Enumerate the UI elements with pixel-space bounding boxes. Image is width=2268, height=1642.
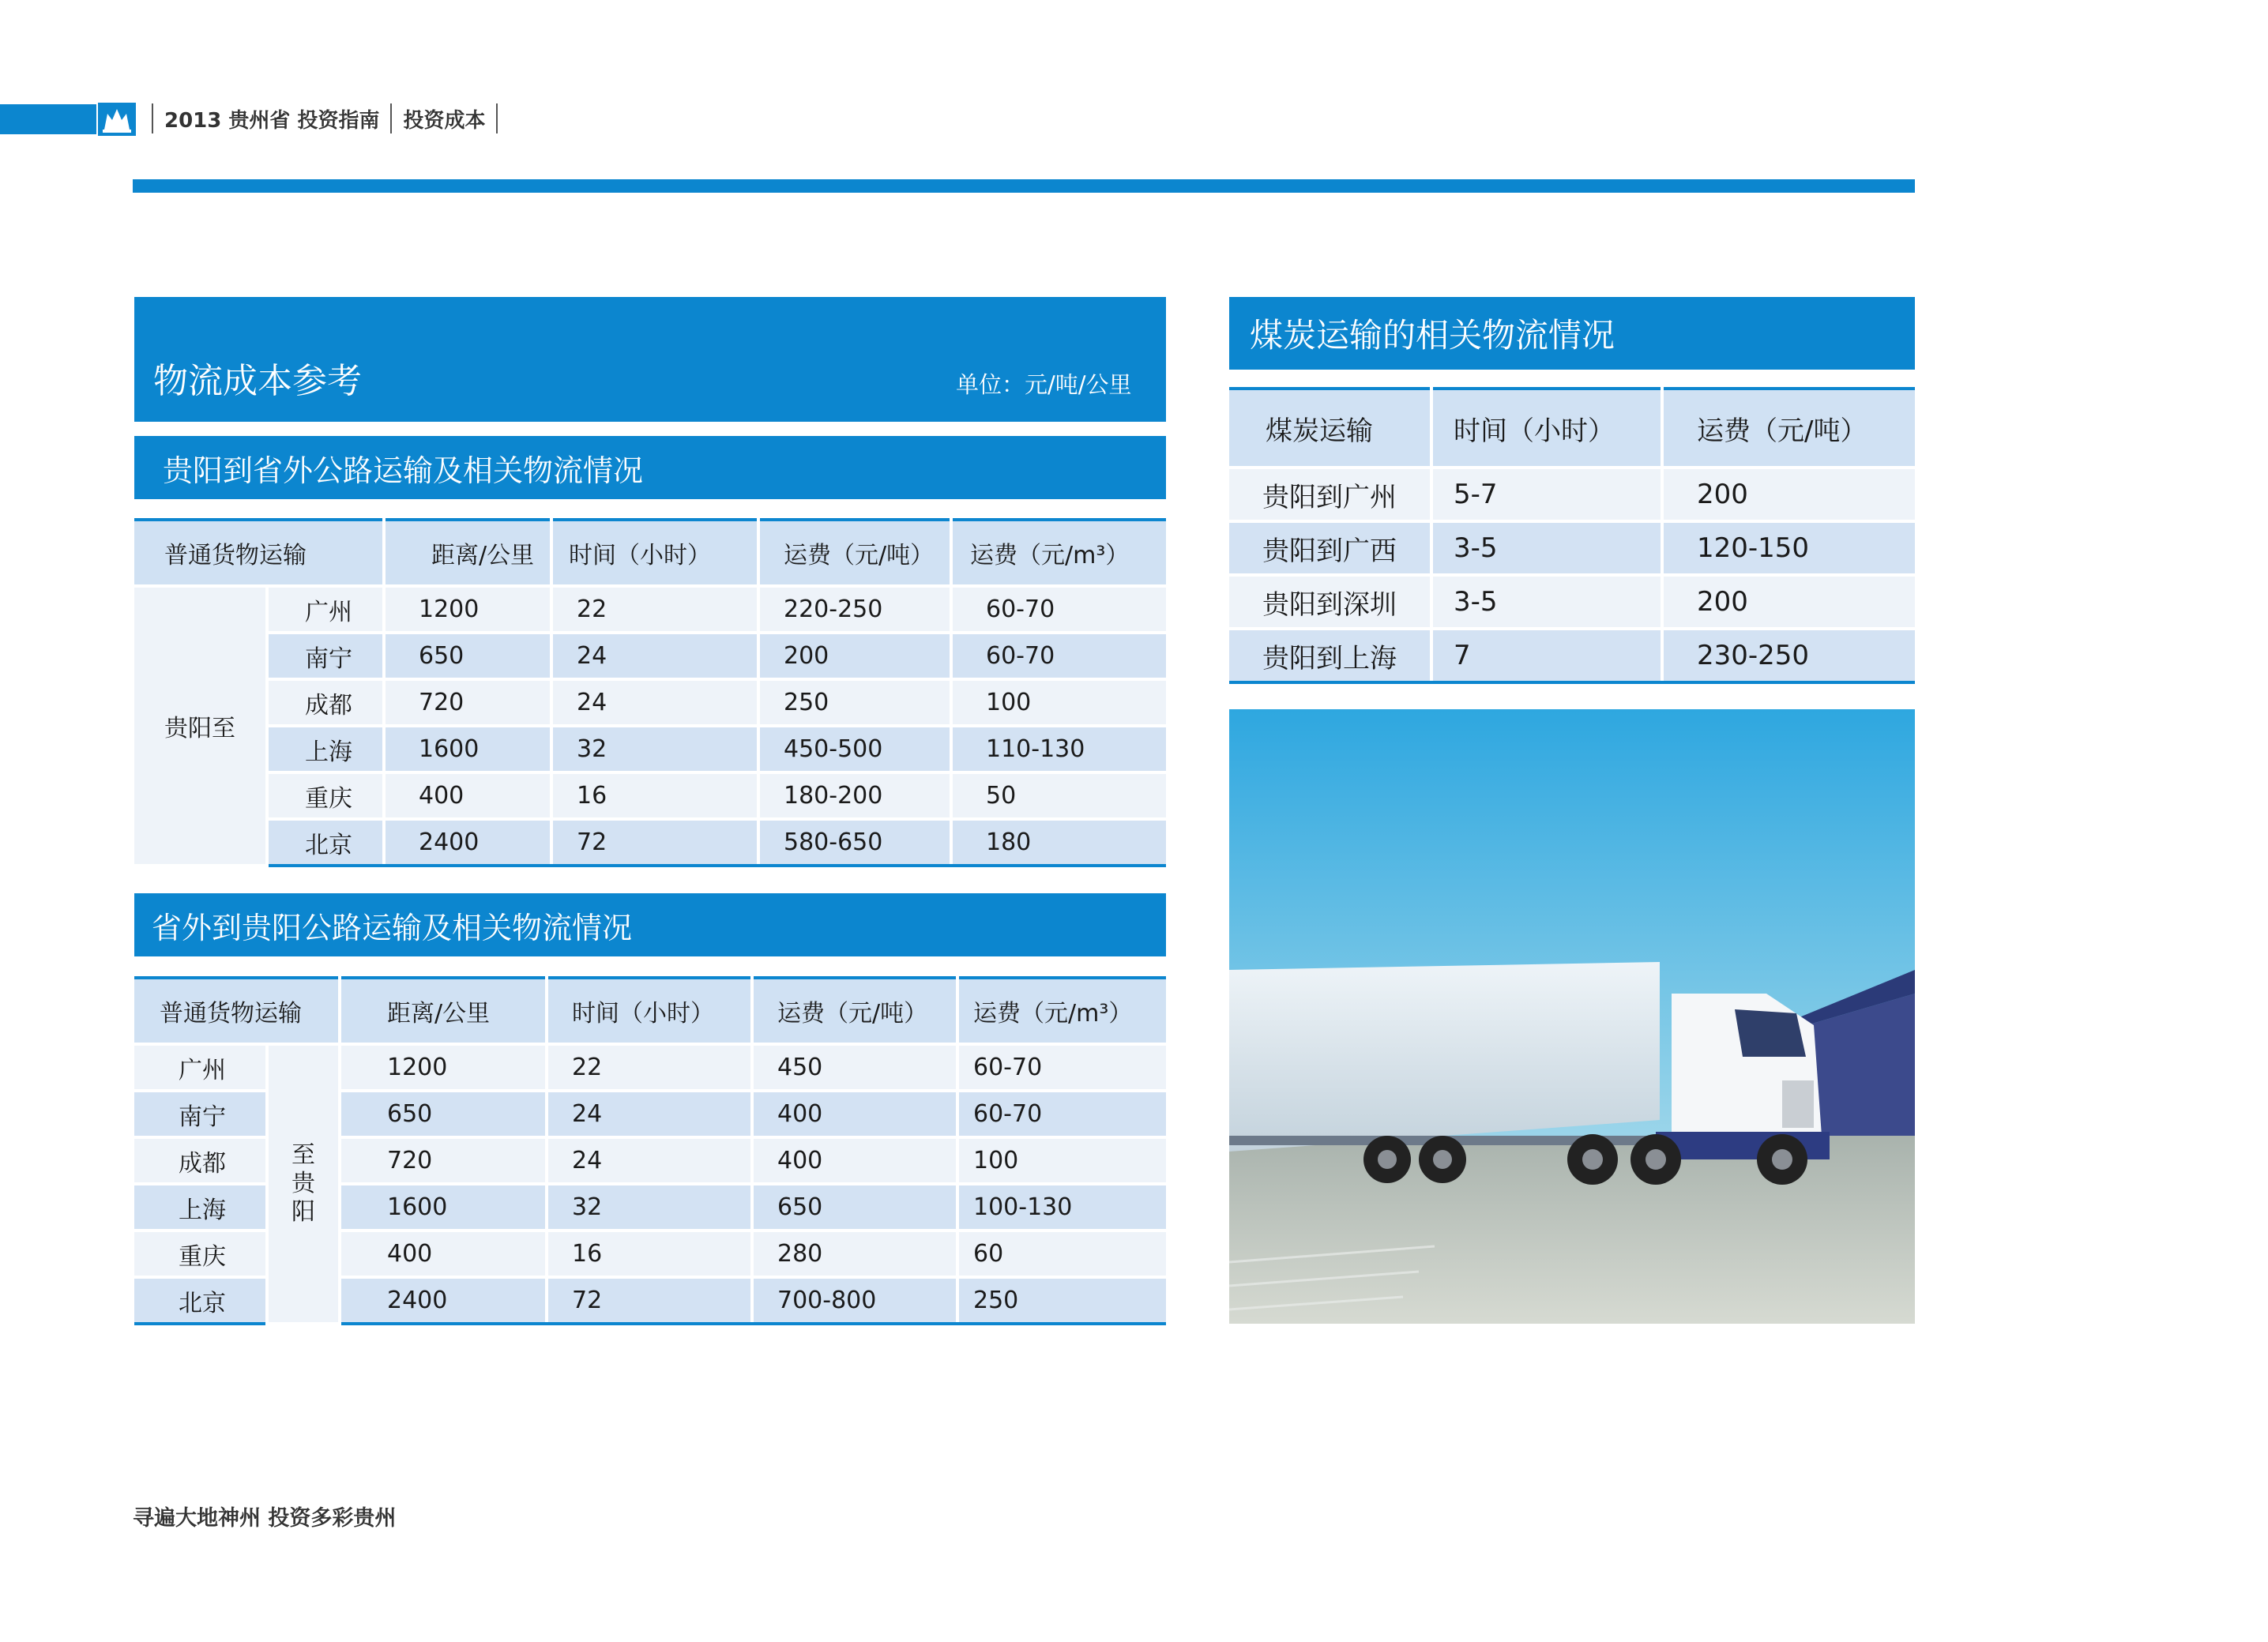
fee-m3-cell: 60-70 — [951, 586, 1166, 633]
fee-ton-cell: 400 — [752, 1137, 957, 1184]
fee-m3-cell: 60 — [957, 1231, 1166, 1277]
col-header-time: 时间（小时） — [551, 520, 758, 586]
page-title: 物流成本参考 — [153, 361, 362, 401]
col-header-fee-m3: 运费（元/m³） — [951, 520, 1166, 586]
city-cell: 广州 — [267, 586, 384, 633]
fee-cell: 200 — [1662, 468, 1915, 521]
time-cell: 32 — [551, 726, 758, 772]
fee-ton-cell: 450-500 — [758, 726, 951, 772]
table-row — [1229, 629, 1915, 682]
col-header-fee-ton: 运费（元/吨） — [752, 978, 957, 1044]
table-row — [134, 726, 1166, 772]
distance-cell: 400 — [340, 1231, 547, 1277]
time-cell: 22 — [547, 1044, 752, 1091]
fee-m3-cell: 110-130 — [951, 726, 1166, 772]
time-cell: 24 — [551, 633, 758, 679]
table1-title-banner — [134, 436, 1166, 499]
table-row — [134, 1044, 1166, 1091]
fee-m3-cell: 100 — [957, 1137, 1166, 1184]
time-cell: 16 — [551, 772, 758, 819]
group-char: 贵 — [291, 1170, 315, 1197]
table-row — [1229, 575, 1915, 629]
header-section: 投资成本 — [403, 108, 486, 133]
time-cell: 5-7 — [1431, 468, 1662, 521]
col-header-time: 时间（小时） — [1431, 389, 1662, 468]
fee-ton-cell: 700-800 — [752, 1277, 957, 1324]
distance-cell: 1600 — [340, 1184, 547, 1231]
group-char: 阳 — [291, 1198, 315, 1226]
table-row — [134, 772, 1166, 819]
header-title — [141, 100, 509, 137]
time-cell: 3-5 — [1431, 521, 1662, 575]
distance-cell: 400 — [384, 772, 551, 819]
fee-ton-cell: 580-650 — [758, 819, 951, 866]
col-header-fee: 运费（元/吨） — [1662, 389, 1915, 468]
header-divider — [496, 103, 498, 133]
col-header-distance: 距离/公里 — [384, 520, 551, 586]
fee-cell: 200 — [1662, 575, 1915, 629]
distance-cell: 1600 — [384, 726, 551, 772]
coal-title-banner — [1229, 297, 1915, 370]
fee-ton-cell: 400 — [752, 1091, 957, 1137]
guizhou-logo — [98, 103, 136, 136]
time-cell: 16 — [547, 1231, 752, 1277]
header-year-title: 2013 贵州省 投资指南 — [164, 108, 380, 133]
time-cell: 24 — [551, 679, 758, 726]
header-accent-bar — [0, 104, 96, 134]
fee-ton-cell: 180-200 — [758, 772, 951, 819]
distance-cell: 650 — [384, 633, 551, 679]
main-title-banner — [134, 297, 1166, 422]
distance-cell: 1200 — [340, 1044, 547, 1091]
fee-m3-cell: 250 — [957, 1277, 1166, 1324]
table-row — [134, 679, 1166, 726]
fee-m3-cell: 60-70 — [957, 1044, 1166, 1091]
time-cell: 24 — [547, 1137, 752, 1184]
fee-ton-cell: 450 — [752, 1044, 957, 1091]
table2-title: 省外到贵阳公路运输及相关物流情况 — [152, 910, 633, 945]
distance-cell: 720 — [340, 1137, 547, 1184]
header-divider — [152, 103, 153, 133]
logo-icon — [98, 103, 136, 136]
col-header-coal: 煤炭运输 — [1229, 389, 1431, 468]
table-row — [1229, 521, 1915, 575]
fee-cell: 120-150 — [1662, 521, 1915, 575]
table2-title-banner — [134, 893, 1166, 956]
header-divider — [390, 103, 392, 133]
time-cell: 32 — [547, 1184, 752, 1231]
fee-ton-cell: 280 — [752, 1231, 957, 1277]
table-coal-transport — [1229, 387, 1915, 684]
fee-cell: 230-250 — [1662, 629, 1915, 682]
fee-ton-cell: 200 — [758, 633, 951, 679]
time-cell: 22 — [551, 586, 758, 633]
city-cell: 成都 — [134, 1137, 267, 1184]
group-label-vertical — [267, 1044, 340, 1324]
fee-ton-cell: 650 — [752, 1184, 957, 1231]
group-char: 至 — [291, 1141, 315, 1169]
fee-m3-cell: 60-70 — [957, 1091, 1166, 1137]
table-guiyang-inbound — [134, 976, 1166, 1325]
fee-m3-cell: 100-130 — [957, 1184, 1166, 1231]
city-cell: 上海 — [267, 726, 384, 772]
table-guiyang-outbound — [134, 518, 1166, 867]
table1-title: 贵阳到省外公路运输及相关物流情况 — [163, 453, 644, 488]
fee-m3-cell: 50 — [951, 772, 1166, 819]
time-cell: 72 — [551, 819, 758, 866]
route-cell: 贵阳到上海 — [1229, 629, 1431, 682]
city-cell: 上海 — [134, 1184, 267, 1231]
group-label: 贵阳至 — [134, 586, 267, 866]
city-cell: 北京 — [134, 1277, 267, 1324]
truck-illustration — [1229, 709, 1915, 1324]
coal-title: 煤炭运输的相关物流情况 — [1250, 316, 1615, 355]
city-cell: 重庆 — [134, 1231, 267, 1277]
route-cell: 贵阳到深圳 — [1229, 575, 1431, 629]
time-cell: 72 — [547, 1277, 752, 1324]
table-row — [1229, 468, 1915, 521]
city-cell: 南宁 — [267, 633, 384, 679]
distance-cell: 2400 — [340, 1277, 547, 1324]
col-header-cargo: 普通货物运输 — [134, 978, 340, 1044]
distance-cell: 2400 — [384, 819, 551, 866]
table-row — [134, 586, 1166, 633]
fee-m3-cell: 180 — [951, 819, 1166, 866]
route-cell: 贵阳到广州 — [1229, 468, 1431, 521]
distance-cell: 650 — [340, 1091, 547, 1137]
col-header-fee-m3: 运费（元/m³） — [957, 978, 1166, 1044]
city-cell: 南宁 — [134, 1091, 267, 1137]
city-cell: 北京 — [267, 819, 384, 866]
time-cell: 3-5 — [1431, 575, 1662, 629]
col-header-distance: 距离/公里 — [340, 978, 547, 1044]
table-row — [134, 819, 1166, 866]
fee-ton-cell: 220-250 — [758, 586, 951, 633]
city-cell: 成都 — [267, 679, 384, 726]
top-rule — [133, 179, 1915, 193]
fee-ton-cell: 250 — [758, 679, 951, 726]
unit-label: 单位：元/吨/公里 — [956, 371, 1132, 398]
route-cell: 贵阳到广西 — [1229, 521, 1431, 575]
table-row — [134, 633, 1166, 679]
distance-cell: 720 — [384, 679, 551, 726]
city-cell: 广州 — [134, 1044, 267, 1091]
fee-m3-cell: 60-70 — [951, 633, 1166, 679]
footer-slogan: 寻遍大地神州 投资多彩贵州 — [133, 1506, 397, 1531]
fee-m3-cell: 100 — [951, 679, 1166, 726]
col-header-time: 时间（小时） — [547, 978, 752, 1044]
city-cell: 重庆 — [267, 772, 384, 819]
time-cell: 24 — [547, 1091, 752, 1137]
time-cell: 7 — [1431, 629, 1662, 682]
col-header-fee-ton: 运费（元/吨） — [758, 520, 951, 586]
col-header-cargo: 普通货物运输 — [134, 520, 384, 586]
distance-cell: 1200 — [384, 586, 551, 633]
truck-photo — [1229, 709, 1915, 1324]
